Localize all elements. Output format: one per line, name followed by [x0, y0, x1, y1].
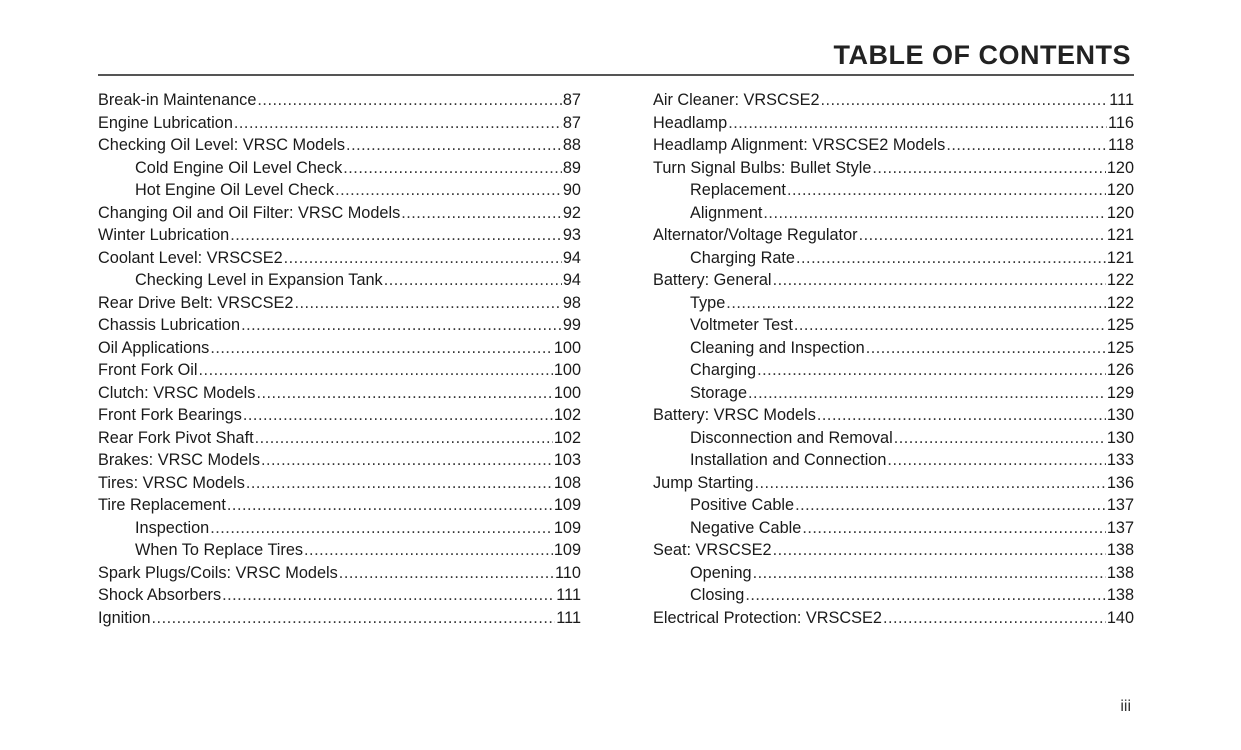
toc-entry-label: Cleaning and Inspection — [690, 338, 865, 357]
toc-entry-label: Storage — [690, 383, 748, 402]
toc-entry[interactable] — [98, 89, 581, 112]
toc-entry-page: 116 — [1108, 113, 1134, 132]
toc-entry-page: 102 — [553, 406, 581, 424]
toc-entry-page: 111 — [556, 586, 581, 604]
toc-entry-page: 138 — [1106, 563, 1134, 582]
toc-entry-page: 99 — [562, 316, 581, 334]
dot-leader — [199, 359, 553, 382]
toc-subentry[interactable] — [98, 269, 581, 292]
toc-entry-page: 120 — [1106, 158, 1134, 177]
toc-entry-label: Charging — [690, 361, 757, 379]
toc-entry-page: 126 — [1106, 361, 1134, 379]
toc-entry-page: 130 — [1106, 428, 1134, 447]
toc-entry[interactable] — [98, 427, 581, 450]
toc-entry-page: 100 — [553, 361, 581, 379]
toc-entry-page: 94 — [562, 248, 581, 267]
toc-entry[interactable] — [98, 562, 581, 585]
toc-entry[interactable] — [98, 314, 581, 337]
toc-entry-page: 111 — [556, 608, 581, 627]
toc-entry-label: Chassis Lubrication — [98, 316, 241, 334]
toc-entry[interactable] — [98, 404, 581, 427]
dot-leader — [243, 404, 553, 427]
toc-subentry[interactable] — [98, 517, 581, 540]
dot-leader — [894, 427, 1106, 450]
toc-subentry[interactable] — [98, 179, 581, 202]
toc-entry-page: 120 — [1106, 181, 1134, 199]
toc-entry-label: Opening — [690, 563, 752, 582]
toc-entry-page: 120 — [1106, 203, 1134, 222]
toc-entry[interactable] — [98, 472, 581, 495]
toc-entry-label: Installation and Connection — [690, 451, 887, 469]
toc-entry-page: 109 — [553, 518, 581, 537]
toc-subentry[interactable] — [653, 359, 1134, 382]
toc-entry-page: 109 — [553, 541, 581, 559]
toc-entry-page: 103 — [553, 451, 581, 469]
dot-leader — [210, 337, 553, 360]
dot-leader — [787, 179, 1106, 202]
toc-entry-page: 140 — [1106, 608, 1134, 627]
toc-entry-page: 125 — [1106, 338, 1134, 357]
toc-entry-label: Hot Engine Oil Level Check — [135, 181, 335, 199]
dot-leader — [210, 517, 553, 540]
toc-entry-label: Jump Starting — [653, 473, 754, 492]
toc-entry-label: Cold Engine Oil Level Check — [135, 158, 343, 177]
toc-entry-page: 92 — [562, 203, 581, 222]
toc-entry[interactable] — [98, 224, 581, 247]
toc-entry[interactable] — [653, 134, 1134, 157]
toc-entry[interactable] — [653, 224, 1134, 247]
toc-entry-page: 110 — [555, 563, 581, 582]
toc-entry-page: 87 — [562, 113, 581, 132]
toc-entry-page: 90 — [562, 181, 581, 199]
toc-entry-label: Disconnection and Removal — [690, 428, 893, 447]
toc-entry[interactable] — [653, 157, 1134, 180]
header-rule — [98, 74, 1134, 76]
toc-subentry[interactable] — [653, 247, 1134, 270]
toc-entry-label: Brakes: VRSC Models — [98, 451, 260, 469]
toc-entry-page: 121 — [1106, 226, 1134, 244]
toc-entry-label: Alternator/Voltage Regulator — [653, 226, 858, 244]
dot-leader — [346, 134, 562, 157]
toc-subentry[interactable] — [98, 157, 581, 180]
toc-subentry[interactable] — [653, 382, 1134, 405]
toc-entry[interactable] — [98, 202, 581, 225]
page-title: TABLE OF CONTENTS — [833, 40, 1131, 70]
toc-entry-page: 100 — [553, 383, 581, 402]
toc-entry-page: 122 — [1106, 293, 1134, 312]
toc-entry-label: Type — [690, 293, 726, 312]
toc-entry-label: Front Fork Oil — [98, 361, 198, 379]
toc-entry-label: Air Cleaner: VRSCSE2 — [653, 91, 820, 109]
toc-entry-page: 102 — [553, 428, 581, 447]
toc-entry[interactable] — [98, 494, 581, 517]
toc-entry-label: Turn Signal Bulbs: Bullet Style — [653, 158, 872, 177]
toc-entry-label: Engine Lubrication — [98, 113, 233, 132]
toc-entry[interactable] — [98, 449, 581, 472]
toc-subentry[interactable] — [653, 449, 1134, 472]
toc-entry-page: 133 — [1106, 451, 1134, 469]
dot-leader — [728, 112, 1107, 135]
toc-entry-label: Rear Fork Pivot Shaft — [98, 428, 254, 447]
toc-entry-page: 93 — [562, 226, 581, 244]
dot-leader — [859, 224, 1106, 247]
toc-entry-page: 87 — [562, 91, 581, 109]
toc-subentry[interactable] — [653, 427, 1134, 450]
dot-leader — [152, 607, 556, 630]
dot-leader — [821, 89, 1109, 112]
toc-entry[interactable] — [653, 269, 1134, 292]
toc-entry-page: 89 — [562, 158, 581, 177]
toc-subentry[interactable] — [653, 202, 1134, 225]
toc-entry-page: 100 — [553, 338, 581, 357]
toc-entry-label: Clutch: VRSC Models — [98, 383, 256, 402]
dot-leader — [335, 179, 562, 202]
toc-entry-page: 125 — [1106, 316, 1134, 334]
dot-leader — [343, 157, 562, 180]
toc-entry-label: Battery: VRSC Models — [653, 406, 816, 424]
toc-right-column — [653, 89, 1134, 629]
toc-entry-page: 137 — [1106, 496, 1134, 514]
dot-leader — [304, 539, 553, 562]
toc-entry-label: Headlamp Alignment: VRSCSE2 Models — [653, 136, 946, 154]
dot-leader — [872, 157, 1105, 180]
dot-leader — [946, 134, 1107, 157]
dot-leader — [222, 584, 555, 607]
dot-leader — [796, 247, 1106, 270]
toc-entry[interactable] — [98, 584, 581, 607]
dot-leader — [773, 539, 1106, 562]
toc-entry-page: 109 — [553, 496, 581, 514]
toc-entry[interactable] — [98, 112, 581, 135]
dot-leader — [256, 382, 552, 405]
dot-leader — [284, 247, 562, 270]
toc-entry-label: Winter Lubrication — [98, 226, 230, 244]
toc-entry[interactable] — [98, 337, 581, 360]
dot-leader — [795, 494, 1106, 517]
dot-leader — [384, 269, 562, 292]
toc-entry-label: Checking Level in Expansion Tank — [135, 271, 383, 289]
toc-subentry[interactable] — [98, 539, 581, 562]
dot-leader — [794, 314, 1106, 337]
toc-entry[interactable] — [98, 134, 581, 157]
dot-leader — [883, 607, 1106, 630]
toc-subentry[interactable] — [653, 179, 1134, 202]
toc-entry-page: 137 — [1106, 518, 1134, 537]
toc-entry[interactable] — [98, 382, 581, 405]
toc-entry-label: Front Fork Bearings — [98, 406, 242, 424]
toc-entry-page: 94 — [562, 271, 581, 289]
dot-leader — [887, 449, 1105, 472]
dot-leader — [773, 269, 1106, 292]
toc-subentry[interactable] — [653, 292, 1134, 315]
toc-entry-label: Tires: VRSC Models — [98, 473, 245, 492]
toc-subentry[interactable] — [653, 562, 1134, 585]
toc-subentry[interactable] — [653, 584, 1134, 607]
toc-entry-page: 118 — [1108, 136, 1134, 154]
dot-leader — [726, 292, 1106, 315]
toc-entry-label: Ignition — [98, 608, 151, 627]
toc-entry-label: Changing Oil and Oil Filter: VRSC Models — [98, 203, 401, 222]
toc-entry[interactable] — [653, 539, 1134, 562]
toc-entry-label: Checking Oil Level: VRSC Models — [98, 136, 346, 154]
dot-leader — [246, 472, 553, 495]
toc-entry[interactable] — [653, 472, 1134, 495]
toc-entry-label: Oil Applications — [98, 338, 210, 357]
toc-entry-page: 121 — [1106, 248, 1134, 267]
toc-entry-page: 111 — [1109, 91, 1134, 109]
toc-entry-page: 88 — [562, 136, 581, 154]
toc-entry-label: Charging Rate — [690, 248, 795, 267]
dot-leader — [757, 359, 1106, 382]
toc-entry-page: 108 — [553, 473, 581, 492]
dot-leader — [763, 202, 1105, 225]
dot-leader — [255, 427, 553, 450]
toc-entry-label: Inspection — [135, 518, 210, 537]
toc-entry-label: Electrical Protection: VRSCSE2 — [653, 608, 882, 627]
toc-entry-label: Alignment — [690, 203, 763, 222]
toc-entry-label: Tire Replacement — [98, 496, 226, 514]
toc-entry[interactable] — [98, 247, 581, 270]
toc-entry-label: Shock Absorbers — [98, 586, 222, 604]
toc-entry[interactable] — [98, 607, 581, 630]
toc-entry[interactable] — [653, 607, 1134, 630]
toc-entry-label: Closing — [690, 586, 745, 604]
toc-entry-page: 138 — [1106, 586, 1134, 604]
toc-entry[interactable] — [98, 292, 581, 315]
toc-entry-page: 130 — [1106, 406, 1134, 424]
toc-entry[interactable] — [98, 359, 581, 382]
dot-leader — [401, 202, 562, 225]
dot-leader — [294, 292, 561, 315]
toc-entry-page: 136 — [1106, 473, 1134, 492]
toc-entry-label: Battery: General — [653, 271, 772, 289]
dot-leader — [234, 112, 562, 135]
toc-entry-page: 129 — [1106, 383, 1134, 402]
toc-subentry[interactable] — [653, 494, 1134, 517]
toc-entry-label: Negative Cable — [690, 518, 802, 537]
toc-entry-label: Rear Drive Belt: VRSCSE2 — [98, 293, 294, 312]
toc-entry-page: 138 — [1106, 541, 1134, 559]
toc-subentry[interactable] — [653, 517, 1134, 540]
toc-subentry[interactable] — [653, 314, 1134, 337]
dot-leader — [339, 562, 554, 585]
toc-subentry[interactable] — [653, 337, 1134, 360]
dot-leader — [817, 404, 1106, 427]
toc-entry[interactable] — [653, 89, 1134, 112]
toc-entry[interactable] — [653, 404, 1134, 427]
toc-entry-label: When To Replace Tires — [135, 541, 304, 559]
toc-entry-label: Coolant Level: VRSCSE2 — [98, 248, 283, 267]
toc-entry-label: Break-in Maintenance — [98, 91, 257, 109]
dot-leader — [227, 494, 553, 517]
dot-leader — [257, 89, 561, 112]
toc-entry-page: 98 — [562, 293, 581, 312]
dot-leader — [753, 562, 1106, 585]
toc-entry-label: Seat: VRSCSE2 — [653, 541, 772, 559]
dot-leader — [866, 337, 1106, 360]
toc-entry-label: Replacement — [690, 181, 786, 199]
toc-entry-label: Headlamp — [653, 113, 728, 132]
dot-leader — [241, 314, 562, 337]
dot-leader — [261, 449, 553, 472]
dot-leader — [745, 584, 1106, 607]
toc-left-column — [98, 89, 581, 629]
page-number: iii — [1120, 698, 1131, 715]
toc-entry-label: Spark Plugs/Coils: VRSC Models — [98, 563, 338, 582]
dot-leader — [748, 382, 1106, 405]
dot-leader — [230, 224, 562, 247]
dot-leader — [754, 472, 1105, 495]
toc-entry-page: 122 — [1106, 271, 1134, 289]
toc-entry[interactable] — [653, 112, 1134, 135]
toc-entry-label: Voltmeter Test — [690, 316, 793, 334]
dot-leader — [802, 517, 1106, 540]
toc-entry-label: Positive Cable — [690, 496, 795, 514]
